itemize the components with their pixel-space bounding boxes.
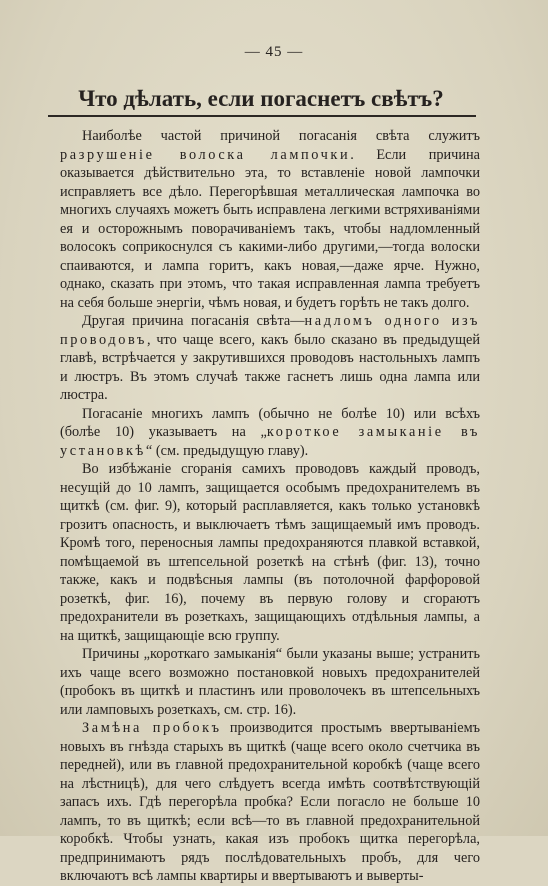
emphasized-text: надломъ одного изъ проводовъ	[60, 313, 480, 348]
paragraph-text: производится простымъ ввертываніемъ новыхъ въ гнѣзда старыхъ въ щиткѣ (чаще всего около счетчика въ передней), или въ главной предохранительной коробкѣ (чаще всего на лѣстницѣ), для чего слѣдуетъ всегда имѣть соотвѣтствующій запасъ ихъ. Гдѣ перегорѣла пробка? Если погасло не больше 10 лампъ, то въ щиткѣ; если всѣ—то въ главной предохранительной коробкѣ. Чтобы узнать, какая изъ пробокъ щитка перегорѣла, предпринимаютъ рядъ послѣдовательныхъ пробъ, для чего включаютъ всѣ лампы квартиры и ввертываютъ и выверты-	[60, 720, 481, 884]
paragraph-text: Другая причина погасанія свѣта—	[82, 313, 305, 329]
paragraph	[60, 719, 480, 886]
paragraph	[60, 645, 480, 719]
paragraph-text: . Если причина оказывается дѣйствительно эта, то вставленіе новой лампочки исправляетъ все дѣло. Перегорѣвшая металлическая лампочка во многихъ случаяхъ можетъ быть исправлена легкими встряхиваніями ея и осторожнымъ поворачиваніемъ такъ, чтобы надломленный волосокъ соприкоснулся съ какими-либо другими,—тогда волоски спаиваются, и лампа горитъ, какъ новая,—даже ярче. Нужно, однако, сказать при этомъ, что такая исправленная лампа требуетъ на себя больше энергіи, чѣмъ новая, и будетъ горѣть не такъ долго.	[60, 146, 480, 311]
emphasized-text: Замѣна пробокъ	[82, 720, 222, 736]
paragraph-text: , что чаще всего, какъ было сказано въ предыдущей главѣ, встрѣчается у закрутившихся проводовъ настольныхъ лампъ и люстръ. Въ этомъ случаѣ также гаснетъ лишь одна лампа или люстра.	[60, 331, 480, 403]
section-title: Что дѣлать, если погаснетъ свѣтъ?	[78, 86, 444, 111]
page-number: — 45 —	[244, 44, 304, 60]
paragraph-text: Во избѣжаніе сгоранія самихъ проводовъ каждый проводъ, несущій до 10 лампъ, защищается особымъ предохранителемъ въ щиткѣ (см. фиг. 9), который расплавляется, какъ только установкѣ грозитъ опасность, и выключаетъ тѣмъ защищаемый имъ проводъ. Кромѣ того, переносныя лампы предохраняются плавкой вставкой, помѣщаемой въ штепсельной розеткѣ на стѣнѣ (фиг. 13), точно также, какъ и подвѣсныя лампы (въ потолочной фарфоровой розеткѣ, фиг. 16), почему въ первую голову и сгораютъ предохранители въ розеткахъ, защищающихъ отдѣльныя лампы, а на щиткѣ, защищающіе всю группу.	[60, 461, 480, 644]
paragraph-text: Погасаніе многихъ лампъ (обычно не болѣе 10) или всѣхъ (болѣе 10) указываетъ на „	[60, 405, 480, 440]
paragraph-text: Причины „короткаго замыканія“ были указаны выше; устранить ихъ чаще всего возможно постановкой новыхъ предохранителей (пробокъ въ щиткѣ и пластинъ или проволочекъ въ штепсельныхъ или ламповыхъ розеткахъ, см. стр. 16).	[60, 646, 480, 718]
paragraph-text: “ (см. предыдущую главу).	[145, 442, 309, 459]
paragraph	[60, 127, 480, 312]
paragraph-text: Наиболѣе частой причиной погасанія свѣта служитъ	[82, 128, 480, 144]
title-underline	[48, 115, 476, 117]
paragraph	[60, 460, 480, 645]
paragraph	[60, 312, 480, 405]
emphasized-text: разрушеніе волоска лампочки	[60, 146, 351, 163]
emphasized-text: короткое замыканіе въ установкѣ	[60, 424, 480, 459]
body-text	[60, 127, 480, 886]
paragraph	[60, 405, 480, 461]
